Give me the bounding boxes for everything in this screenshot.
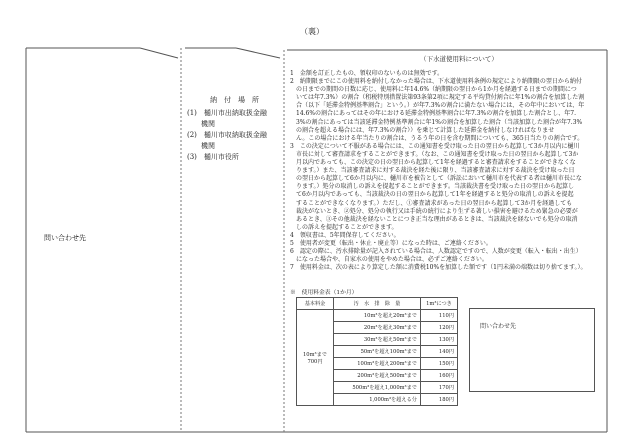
payment-places [187, 95, 267, 163]
notice-line: ります。）また、当該審査請求に対する裁決を経た後に限り、当該審査請求に対する裁決を受け取った日 [290, 167, 575, 175]
price-cell: 170円 [421, 382, 458, 394]
range-cell: 10m³を超え20m³まで [334, 310, 421, 322]
notice-line: することができなくなります。）ただし、①審査請求があった日の翌日から起算して3か月を経過しても [290, 199, 573, 207]
place-line: 機関 [187, 120, 215, 128]
notice-line: いては年7.3%）の割合（租税特別措置法第93条第2項に規定する平均貸付割合に年1%の割合を加算した割 [290, 94, 585, 102]
notice-title: （下水道使用料について） [420, 55, 498, 63]
base-fee-amount: 700円 [307, 358, 323, 365]
page-title: （裏） [300, 27, 324, 36]
fee-table-header: 汚 水 排 除 量 [334, 298, 421, 310]
notice-line: 1 金額を訂正したもの、領収印のないものは無効です。 [290, 70, 444, 77]
notice-line: 2 納期限までにこの使用料を納付しなかった場合は、下水道使用料条例の規定により納期限の翌日から納付 [290, 78, 582, 86]
fee-table-header-row [297, 298, 458, 310]
price-cell: 150円 [421, 358, 458, 370]
price-cell: 130円 [421, 334, 458, 346]
notice-line: の翌日から起算して6か月以内に、樋川市を被告として（訴訟において樋川市を代表する者は樋川市長にな [290, 175, 582, 183]
price-cell: 110円 [421, 310, 458, 322]
notice-line: 月以内であっても、この決定の日の翌日から起算して1年を経過すると審査請求をすることができなくな [290, 159, 576, 167]
fee-table-header: 基本料金 [297, 298, 334, 310]
notice-line: ん。この場合における年当たりの割合は、うるう年の日を含む期間についても、365日当たりの割合です。 [290, 134, 584, 142]
notice-line: しの訴えを提起することができます。 [290, 223, 398, 231]
range-cell: 50m³を超え100m³まで [334, 346, 421, 358]
price-cell: 140円 [421, 346, 458, 358]
base-fee-cell [297, 310, 334, 406]
payment-places-heading: 納 付 場 所 [210, 96, 259, 104]
notice-line: になった場合や、自家水の使用をやめた場合は、必ずご連絡ください。 [290, 256, 488, 264]
range-cell: 200m³を超え500m³まで [334, 370, 421, 382]
range-cell: 1,000m³を超える分 [334, 394, 421, 406]
notice-line: 5 使用者が変更（転出・休止・廃止等）になった時は、ご連絡ください。 [290, 239, 492, 247]
place-line: 機関 [187, 142, 215, 150]
notice-line: 裁決がないとき、②処分、処分の執行又は手続の続行により生ずる著しい損害を避けるため緊急の必要が [290, 207, 578, 215]
place-line: (3) 樋川市役所 [187, 153, 239, 161]
notice-line: の割合を超える場合には、年7.3%の割合））を乗じて計算した延滞金を納付しなければなりませ [290, 126, 555, 134]
notice-line: 3%の割合にあっては当該延滞金特例基準割合に年1%の割合を加算した割合（当該加算した割合が年7.3% [290, 118, 583, 126]
range-cell: 500m³を超え1,000m³まで [334, 382, 421, 394]
notice-line: て6か月以内であっても、当該裁決の日の翌日から起算して1年を経過すると処分の取消しの訴えを提起 [290, 191, 574, 199]
table-row [297, 310, 458, 322]
base-fee-volume: 10m³まで [303, 351, 327, 358]
price-cell: 120円 [421, 322, 458, 334]
price-cell: 160円 [421, 370, 458, 382]
notice-line: 6 認定の際に、汚水排除量が記入されている場合は、人数認定ですので、人数が変更（転入・転出・出生） [290, 248, 582, 256]
fee-table-header: 1m³につき [421, 298, 458, 310]
notice-line: あるとき、③その他裁決を経ないことにつき正当な理由があるときは、当該裁決を経ないでも処分の取消 [290, 215, 578, 223]
notice-line: 14.6%の割合にあってはその年における延滞金特例基準割合に年7.3%の割合を加算した割合とし、年7. [290, 110, 576, 118]
notice-line: 7 使用料金は、次の表により算定した額に消費税10%を加算した額です（1円未満の端数は切り捨てます。）。 [290, 264, 587, 272]
place-line: (2) 樋川市収納取扱金融 [187, 131, 267, 139]
range-cell: 30m³を超え50m³まで [334, 334, 421, 346]
contact-label: 問い合わせ先 [44, 234, 86, 242]
fee-table [296, 297, 458, 406]
notice-line: 3 この決定について不服がある場合には、この通知書を受け取った日の翌日から起算して3か月以内に樋川 [290, 142, 580, 150]
range-cell: 100m³を超え200m³まで [334, 358, 421, 370]
price-cell: 180円 [421, 394, 458, 406]
notice-line: 合（以下「延滞金特例基準割合」という。）が年7.3%の割合に満たない場合には、その年中においては、年 [290, 102, 585, 110]
notice-body [290, 70, 604, 272]
notice-line: ります。）処分の取消しの訴えを提起することができます。当該裁決書を受け取った日の翌日から起算し [290, 183, 575, 191]
contact-box [469, 308, 595, 392]
notice-line: の日までの期間の日数に応じ、使用料に年14.6%（納期限の翌日から1か月を経過する日までの期間につ [290, 86, 577, 94]
fee-table-caption: ※ 使用料金表（1か月） [290, 290, 358, 296]
notice-line: 4 領収書は、5年間保存してください。 [290, 231, 400, 239]
contact-box-label: 問い合わせ先 [480, 323, 517, 330]
range-cell: 20m³を超え30m³まで [334, 322, 421, 334]
place-line: (1) 樋川市出納取扱金融 [187, 109, 267, 117]
notice-line: 市長に対して審査請求をすることができます。（なお、この通知書を受け取った日の翌日から起算して3か [290, 150, 579, 158]
